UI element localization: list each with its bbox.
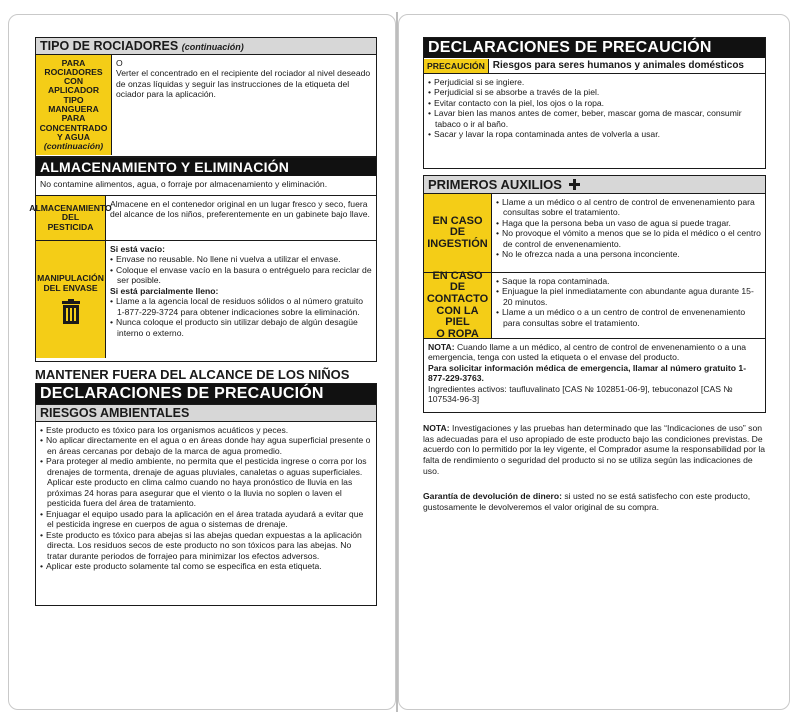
label-line: DE [449,226,466,239]
pesticide-storage-row [29,196,376,240]
list-item: • Saque la ropa contaminada. [496,276,761,286]
list-item: • Llame a un médico o a un centro de control de envenenamiento para consultas sobre el tratamiento. [496,307,761,328]
container-handling-row [36,240,376,358]
list-item: • Evitar contacto con la piel, los ojos o la ropa. [428,98,761,108]
guarantee-label: Garantía de devolución de dinero: [423,491,562,501]
note-label: NOTA: [428,342,455,352]
caution-tag: PRECAUCIÓN [424,59,489,73]
note-paragraph [428,342,761,363]
first-aid-note [424,338,765,408]
list-item: • No le ofrezca nada a una persona inconciente. [496,249,761,259]
environmental-hazards-title: RIESGOS AMBIENTALES [36,404,376,422]
partial-list [110,296,372,338]
skin-contact-list [496,276,761,328]
label-line: CONCENTRADO [39,122,108,133]
storage-disposal-title: ALMACENAMIENTO Y ELIMINACIÓN [36,158,376,176]
empty-list [110,254,372,285]
first-aid-box [423,175,766,413]
sprayer-label [36,55,112,155]
ingestion-row [424,194,765,272]
sprayer-text [112,55,376,155]
environmental-list [40,425,372,572]
ingestion-text [492,194,765,272]
right-page [398,14,790,710]
environmental-precautions-box [35,383,377,606]
label-line: ROCIADORES [44,66,103,77]
list-item: • Enjuague la piel inmediatamente con abundante agua durante 15-20 minutos. [496,286,761,307]
list-item: • Nunca coloque el producto sin utilizar debajo de algún desagüe interno o externo. [110,317,372,338]
precautions-title-right: DECLARACIONES DE PRECAUCIÓN [424,38,765,58]
first-aid-title: PRIMEROS AUXILIOS [428,177,562,192]
first-aid-header [424,176,765,194]
label-line: CON LA PIEL [436,304,479,329]
container-handling-label [36,241,106,358]
pesticide-storage-label [29,196,112,240]
list-item: • Este producto es tóxico para los organismos acuáticos y peces. [40,425,372,435]
sprayer-instructions: Verter el concentrado en el recipiente del rociador al nivel deseado de onzas líquidas y seguir las instrucciones de la etiqueta del ociador para la aplicación. [116,68,371,100]
list-item: • Llame a un médico o al centro de control de envenenamiento para consultas sobre el tratamiento. [496,197,761,218]
environmental-hazards-text [36,422,376,575]
emergency-phone-text: Para solicitar información médica de emergencia, llamar al número gratuito 1-877-229-3763. [428,362,747,384]
list-item: • Coloque el envase vacío en la basura o entréguelo para reciclar de ser posible. [110,265,372,286]
sprayer-row [36,55,376,155]
list-item: • Perjudicial si se ingiere. [428,77,761,87]
container-handling-text [106,241,376,358]
label-line: DEL ENVASE [43,282,98,293]
list-item: • Este producto es tóxico para abejas si las abejas quedan expuestas a la aplicación directa. Los residuos secos de este producto no son tóxicos para las abejas. No tratar durante periodos de forrajeo para minimizar los efectos adversos. [40,530,372,561]
skin-contact-row [424,269,765,340]
label-line: MANIPULACIÓN [37,273,104,284]
skin-contact-label [424,269,492,340]
list-item: • Lavar bien las manos antes de comer, beber, mascar goma de mascar, consumir tabaco o ir al baño. [428,108,761,129]
left-page [8,14,396,710]
storage-intro: No contamine alimentos, agua, o forraje por almacenamiento y eliminación. [36,176,376,196]
notice-paragraph [423,423,766,477]
sprayer-types-box [35,37,377,157]
storage-disposal-box [29,157,377,362]
human-precautions-box [423,37,766,169]
notice-label: NOTA: [423,423,450,433]
or-text: O [116,58,123,68]
sprayer-types-title: TIPO DE ROCIADORES [40,39,179,53]
guarantee-paragraph [423,491,766,512]
keep-out-of-reach: MANTENER FUERA DEL ALCANCE DE LOS NIÑOS [35,367,350,382]
label-line: PARA [61,113,86,124]
sprayer-types-header [36,38,376,55]
label-line: DEL PESTICIDA [47,212,94,232]
trash-can-icon [60,299,82,325]
human-hazards-text [424,74,765,143]
list-item: • Para proteger al medio ambiente, no permita que el pesticida ingrese o corra por los drenajes de tormenta, drenaje de aguas pluviales, canaletas o aguas superficiales. Aplicar este producto en clima calmo cuando no haya pronóstico de lluvia en las próximas 24 horas para asegurar que el viento o la lluvia no soplen o laven el pesticida fuera del área de tratamiento. [40,456,372,508]
label-line: EN CASO [432,214,483,227]
ingestion-list [496,197,761,260]
label-line: CONTACTO [426,292,489,305]
skin-contact-text [492,273,765,338]
sprayer-types-subtitle: (continuación) [181,42,244,52]
label-line: DE [449,281,466,294]
list-item: • No aplicar directamente en el agua o en áreas donde hay agua superficial presente o en áreas cercanas por debajo de la marca de agua promedio. [40,435,372,456]
human-hazards-list [428,77,761,140]
precautions-title-left: DECLARACIONES DE PRECAUCIÓN [36,384,376,404]
active-ingredients-text: Ingredientes activos: taufluvalinato [CAS № 102851-06-9], tebuconazol [CAS № 107534-96-3] [428,383,733,405]
caution-row [424,58,765,74]
list-item: • Envase no reusable. No llene ni vuelva a utilizar el envase. [110,254,372,264]
list-item: • Aplicar este producto solamente tal como se especifica en esta etiqueta. [40,561,372,571]
human-hazards-title: Riesgos para seres humanos y animales domésticos [492,60,744,71]
plus-icon [569,179,580,190]
label-line: (continuación) [43,141,104,152]
notice-text: Investigaciones y las pruebas han determinado que las “Indicaciones de uso” son las adecuadas para el uso apropiado de este producto bajo las condiciones previstas. De acuerdo con lo permitido por la ley vigente, el Comprador asume la responsabilidad por la falta de rendimiento o seguridad del producto si no se utiliza según las indicaciones de uso. [423,423,766,476]
label-line: O ROPA [436,327,479,340]
label-line: Y AGUA [57,131,90,142]
label-line: TIPO MANGUERA [48,94,99,114]
empty-heading: Si está vacío: [110,244,165,254]
pesticide-storage-text: Almacene en el contenedor original en un lugar fresco y seco, fuera del alcance de los niños, preferentemente en un gabinete bajo llave. [110,199,370,220]
guarantee-text: si usted no se está satisfecho con este producto, gustosamente le devolveremos el valor original de su compra. [423,491,751,512]
note-text: Cuando llame a un médico, al centro de control de envenenamiento o a una emergencia, tenga con usted la etiqueta o el envase del producto. [428,342,747,363]
list-item: • Haga que la persona beba un vaso de agua si puede tragar. [496,218,761,228]
label-line: CON APLICADOR [47,76,100,96]
label-line: INGESTIÓN [427,237,488,250]
list-item: • Perjudicial si se absorbe a través de la piel. [428,87,761,97]
label-line: ALMACENAMIENTO [29,203,112,214]
list-item: • No provoque el vómito a menos que se lo pida el médico o el centro de control de envenenamiento. [496,228,761,249]
label-line: EN CASO [432,269,483,282]
label-line: PARA [61,57,86,68]
ingestion-label [424,194,492,272]
list-item: • Enjuagar el equipo usado para la aplicación en el área tratada ayudará a evitar que el pesticida ingrese en cuerpos de agua o sistemas de drenaje. [40,509,372,530]
list-item: • Llame a la agencia local de residuos sólidos o al número gratuito 1-877-229-3724 para obtener indicaciones sobre la eliminación. [110,296,372,317]
list-item: • Sacar y lavar la ropa contaminada antes de volverla a usar. [428,129,761,139]
partial-heading: Si está parcialmente lleno: [110,285,219,296]
